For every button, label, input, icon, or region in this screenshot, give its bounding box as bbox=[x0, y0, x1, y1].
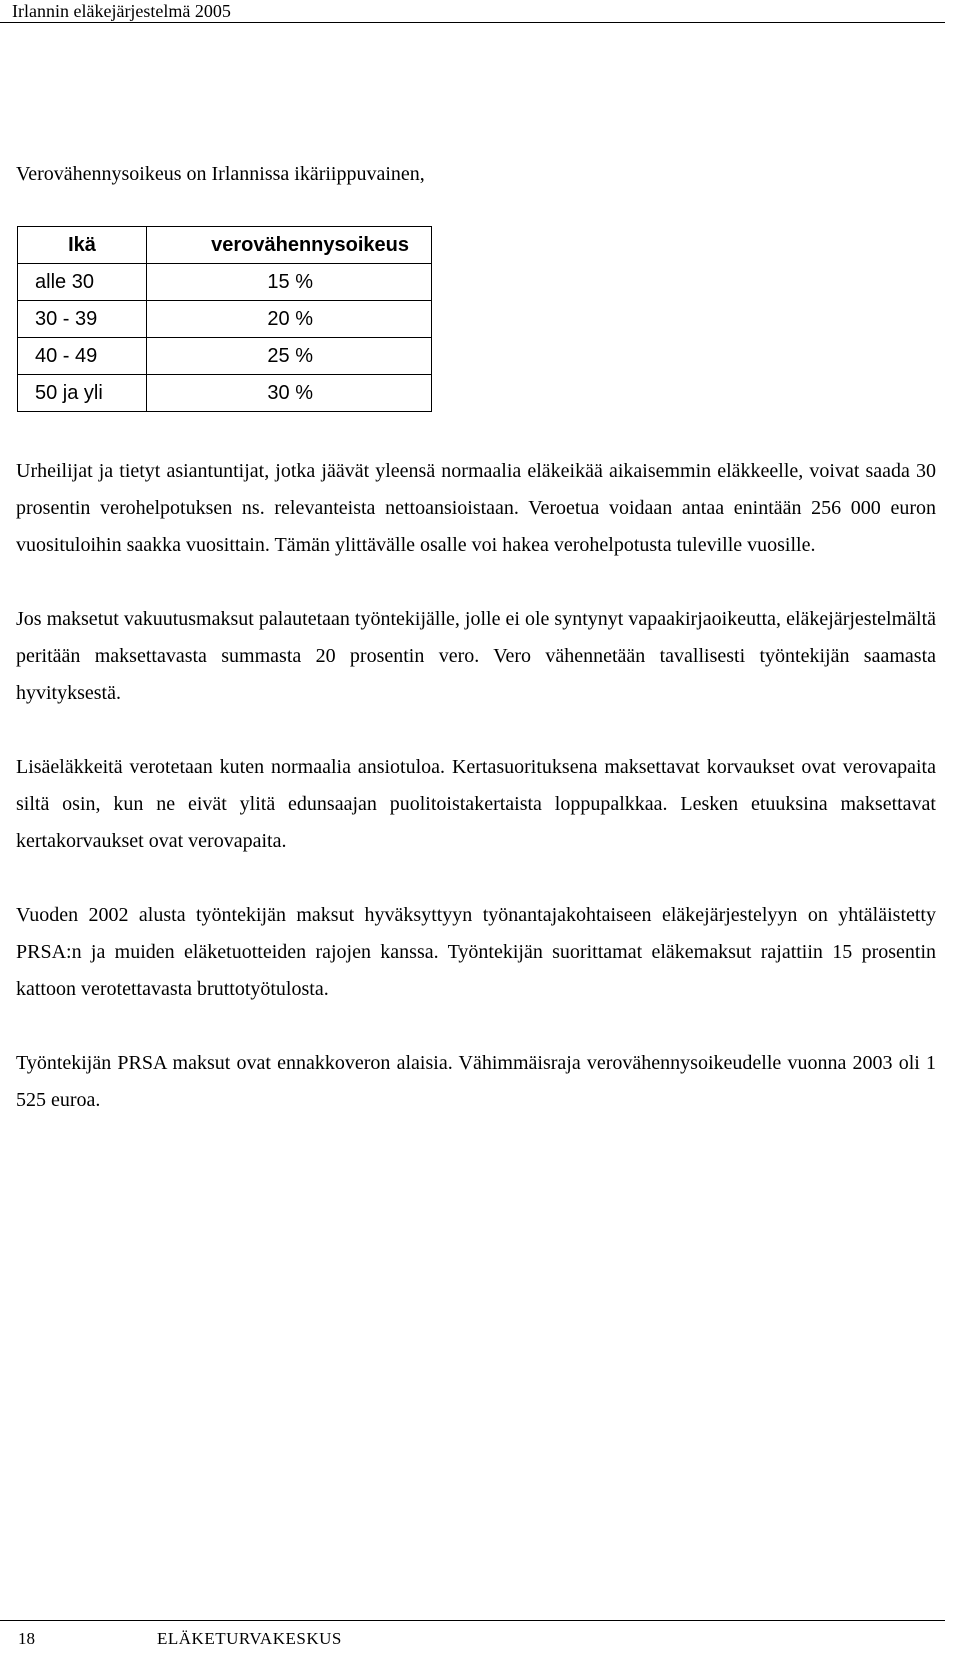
cell-age: 50 ja yli bbox=[18, 375, 147, 412]
cell-deduction: 30 % bbox=[147, 375, 432, 412]
page-footer bbox=[0, 1620, 945, 1654]
paragraph-athletes: Urheilijat ja tietyt asiantuntijat, jotka jäävät yleensä normaalia eläkeikää aikaisemmin eläkkeelle, voivat saada 30 prosentin verohelpotuksen ns. relevanteista nettoansioistaan. Veroetua voidaan antaa enintään 256 000 euron vuosituloihin saakka vuosittain. Tämän ylittävälle osalle voi hakea verohelpotusta tuleville vuosille. bbox=[16, 460, 936, 556]
cell-age: 30 - 39 bbox=[18, 301, 147, 338]
paragraph-employee-contributions: Vuoden 2002 alusta työntekijän maksut hyväksyttyyn työnantajakohtaiseen eläkejärjestelyyn on yhtäläistetty PRSA:n ja muiden eläketuotteiden rajojen kanssa. Työntekijän suorittamat eläkemaksut rajattiin 15 prosentin kattoon verotettavasta bruttotyötulosta. bbox=[16, 904, 936, 1000]
cell-deduction: 25 % bbox=[147, 338, 432, 375]
page-number: 18 bbox=[18, 1629, 35, 1648]
table-row bbox=[18, 375, 432, 412]
paragraph-prsa: Työntekijän PRSA maksut ovat ennakkoveron alaisia. Vähimmäisraja verovähennysoikeudelle vuonna 2003 oli 1 525 euroa. bbox=[16, 1052, 936, 1111]
paragraph-refund-tax: Jos maksetut vakuutusmaksut palautetaan työntekijälle, jolle ei ole syntynyt vapaakirjaoikeutta, eläkejärjestelmältä peritään maksettavasta summasta 20 prosentin vero. Vero vähennetään tavallisesti työntekijän saamasta hyvityksestä. bbox=[16, 608, 936, 704]
cell-age: 40 - 49 bbox=[18, 338, 147, 375]
body-text bbox=[16, 453, 936, 1156]
footer-organization: ELÄKETURVAKESKUS bbox=[157, 1629, 342, 1648]
page-header bbox=[0, 0, 945, 23]
cell-deduction: 15 % bbox=[147, 264, 432, 301]
intro-text: Verovähennysoikeus on Irlannissa ikäriippuvainen, bbox=[16, 163, 425, 185]
paragraph-supplementary-pensions: Lisäeläkkeitä verotetaan kuten normaalia ansiotuloa. Kertasuorituksena maksettavat korvaukset ovat verovapaita siltä osin, kun ne eivät ylitä edunsaajan puolitoistakertaista loppupalkkaa. Lesken etuuksina maksettavat kertakorvaukset ovat verovapaita. bbox=[16, 756, 936, 852]
cell-age: alle 30 bbox=[18, 264, 147, 301]
column-header-deduction: verovähennysoikeus bbox=[147, 227, 432, 264]
table-row bbox=[18, 338, 432, 375]
column-header-age: Ikä bbox=[18, 227, 147, 264]
header-title: Irlannin eläkejärjestelmä 2005 bbox=[12, 1, 231, 21]
table-row bbox=[18, 301, 432, 338]
tax-deduction-table bbox=[17, 226, 432, 412]
table-header-row bbox=[18, 227, 432, 264]
table-row bbox=[18, 264, 432, 301]
cell-deduction: 20 % bbox=[147, 301, 432, 338]
